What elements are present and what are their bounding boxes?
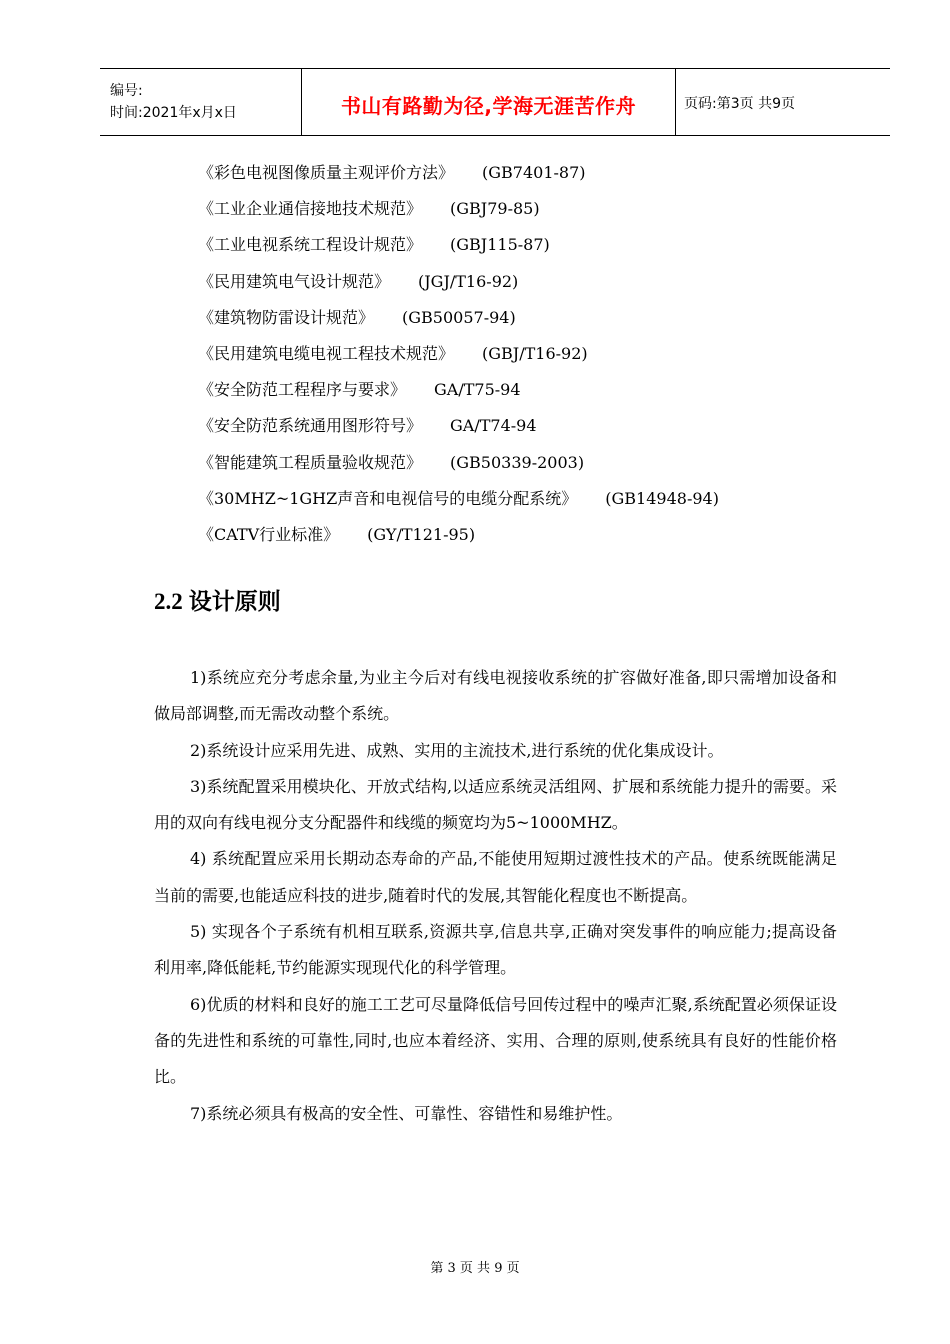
reference-item (198, 194, 719, 230)
principle-paragraph: 5) 实现各个子系统有机相互联系,资源共享,信息共享,正确对突发事件的响应能力;提高设备利用率,降低能耗,节约能源实现现代化的科学管理。 (154, 922, 837, 978)
reference-item (198, 375, 719, 411)
reference-item (198, 448, 719, 484)
reference-title: 《智能建筑工程质量验收规范》 (198, 452, 423, 472)
reference-code: GA/T75-94 (434, 380, 521, 400)
section-heading (154, 583, 281, 616)
header-meta-cell (100, 69, 302, 135)
principle-paragraph: 6)优质的材料和良好的施工工艺可尽量降低信号回传过程中的噪声汇聚,系统配置必须保证设备的先进性和系统的可靠性,同时,也应本着经济、实用、合理的原则,使系统具有良好的性能价格比。 (154, 994, 837, 1087)
reference-item (198, 267, 719, 303)
reference-item (198, 230, 719, 266)
reference-title: 《建筑物防雷设计规范》 (198, 307, 375, 327)
header-motto-cell (302, 69, 676, 135)
reference-code: (GB14948-94) (605, 488, 719, 508)
reference-title: 《安全防范工程程序与要求》 (198, 380, 407, 400)
reference-code: (GBJ/T16-92) (482, 343, 588, 363)
principle-paragraph: 1)系统应充分考虑余量,为业主今后对有线电视接收系统的扩容做好准备,即只需增加设备和做局部调整,而无需改动整个系统。 (154, 668, 837, 724)
reference-title: 《工业企业通信接地技术规范》 (198, 199, 423, 219)
design-principles-body (154, 660, 837, 1132)
header-motto: 书山有路勤为径,学海无涯苦作舟 (340, 93, 637, 118)
principle-paragraph: 4) 系统配置应采用长期动态寿命的产品,不能使用短期过渡性技术的产品。使系统既能满足当前的需要,也能适应科技的进步,随着时代的发展,其智能化程度也不断提高。 (154, 849, 837, 905)
section-number: 2.2 (154, 589, 183, 614)
standards-reference-list (198, 158, 719, 556)
reference-item (198, 484, 719, 520)
reference-title: 《工业电视系统工程设计规范》 (198, 235, 423, 255)
reference-code: (GY/T121-95) (367, 524, 476, 544)
principle-paragraph: 7)系统必须具有极高的安全性、可靠性、容错性和易维护性。 (190, 1103, 623, 1123)
reference-item (198, 411, 719, 447)
principle-paragraph: 3)系统配置采用模块化、开放式结构,以适应系统灵活组网、扩展和系统能力提升的需要。采用的双向有线电视分支分配器件和线缆的频宽均为5~1000MHZ。 (154, 776, 837, 833)
principle-paragraph: 2)系统设计应采用先进、成熟、实用的主流技术,进行系统的优化集成设计。 (190, 740, 724, 760)
reference-title: 《民用建筑电缆电视工程技术规范》 (198, 343, 455, 363)
reference-code: (JGJ/T16-92) (418, 271, 519, 291)
reference-item (198, 303, 719, 339)
reference-title: 《彩色电视图像质量主观评价方法》 (198, 163, 455, 182)
reference-code: (GBJ115-87) (450, 235, 550, 255)
reference-code: (GB50057-94) (402, 307, 516, 327)
reference-item (198, 520, 719, 556)
document-time-label: 时间:2021年x月x日 (110, 105, 237, 121)
header-page-info: 页码:第3页 共9页 (684, 96, 795, 112)
reference-title: 《安全防范系统通用图形符号》 (198, 416, 423, 436)
reference-code: (GB7401-87) (482, 163, 586, 182)
document-number-label: 编号: (110, 83, 143, 99)
footer-page-number: 第 3 页 共 9 页 (430, 1261, 520, 1276)
reference-item (198, 158, 719, 194)
header-page-cell (676, 69, 890, 135)
section-title: 设计原则 (188, 589, 281, 614)
reference-code: (GB50339-2003) (450, 452, 585, 472)
page-header (100, 68, 890, 136)
reference-title: 《30MHZ~1GHZ声音和电视信号的电缆分配系统》 (198, 488, 578, 508)
reference-title: 《民用建筑电气设计规范》 (198, 271, 391, 291)
page-footer (0, 1257, 950, 1276)
reference-title: 《CATV行业标准》 (198, 524, 340, 544)
reference-item (198, 339, 719, 375)
reference-code: (GBJ79-85) (450, 199, 540, 219)
reference-code: GA/T74-94 (450, 416, 537, 436)
